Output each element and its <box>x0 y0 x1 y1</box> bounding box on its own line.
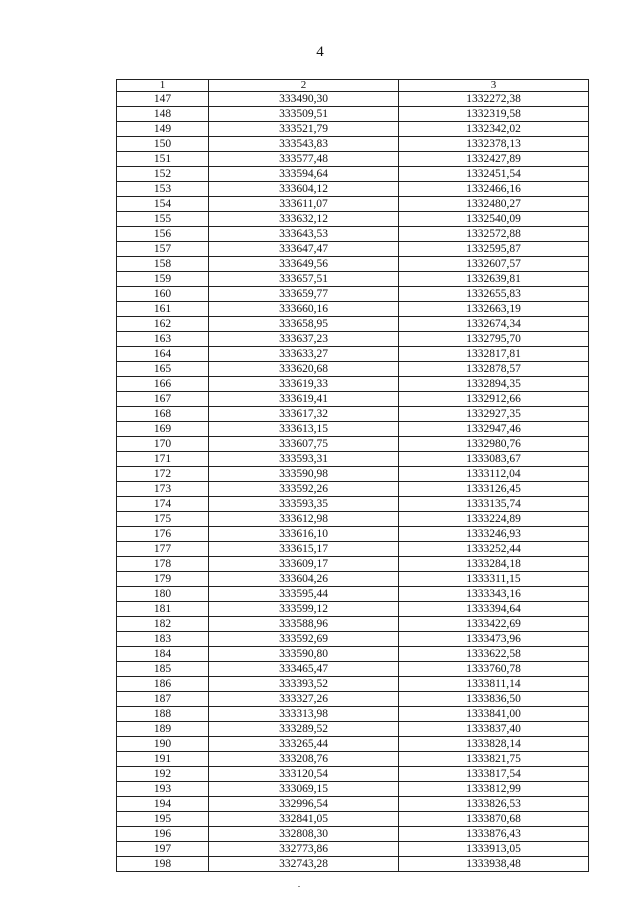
y-coordinate-cell: 1333622,58 <box>399 647 589 662</box>
table-row <box>117 437 589 452</box>
y-coordinate-cell: 1332795,70 <box>399 332 589 347</box>
y-coordinate-cell: 1333812,99 <box>399 782 589 797</box>
point-number-cell: 174 <box>117 497 209 512</box>
point-number-cell: 176 <box>117 527 209 542</box>
x-coordinate-cell: 333208,76 <box>209 752 399 767</box>
x-coordinate-cell: 333633,27 <box>209 347 399 362</box>
point-number-cell: 161 <box>117 302 209 317</box>
y-coordinate-cell: 1333938,48 <box>399 857 589 872</box>
y-coordinate-cell: 1333913,05 <box>399 842 589 857</box>
table-row <box>117 572 589 587</box>
point-number-cell: 149 <box>117 122 209 137</box>
point-number-cell: 154 <box>117 197 209 212</box>
column-header-x: 2 <box>209 80 399 92</box>
x-coordinate-cell: 333604,12 <box>209 182 399 197</box>
x-coordinate-cell: 333647,47 <box>209 242 399 257</box>
table-row <box>117 767 589 782</box>
y-coordinate-cell: 1333126,45 <box>399 482 589 497</box>
table-row <box>117 362 589 377</box>
table-body <box>117 92 589 872</box>
x-coordinate-cell: 333327,26 <box>209 692 399 707</box>
x-coordinate-cell: 333619,41 <box>209 392 399 407</box>
y-coordinate-cell: 1333343,16 <box>399 587 589 602</box>
x-coordinate-cell: 333649,56 <box>209 257 399 272</box>
y-coordinate-cell: 1333836,50 <box>399 692 589 707</box>
x-coordinate-cell: 333658,95 <box>209 317 399 332</box>
table-row <box>117 662 589 677</box>
y-coordinate-cell: 1332894,35 <box>399 377 589 392</box>
y-coordinate-cell: 1332663,19 <box>399 302 589 317</box>
table-row <box>117 452 589 467</box>
y-coordinate-cell: 1333311,15 <box>399 572 589 587</box>
x-coordinate-cell: 333265,44 <box>209 737 399 752</box>
point-number-cell: 198 <box>117 857 209 872</box>
table-row <box>117 377 589 392</box>
table-row <box>117 287 589 302</box>
table-row <box>117 677 589 692</box>
y-coordinate-cell: 1332540,09 <box>399 212 589 227</box>
y-coordinate-cell: 1333252,44 <box>399 542 589 557</box>
point-number-cell: 158 <box>117 257 209 272</box>
x-coordinate-cell: 333620,68 <box>209 362 399 377</box>
point-number-cell: 173 <box>117 482 209 497</box>
table-row <box>117 272 589 287</box>
point-number-cell: 184 <box>117 647 209 662</box>
y-coordinate-cell: 1333811,14 <box>399 677 589 692</box>
x-coordinate-cell: 333604,26 <box>209 572 399 587</box>
table-row <box>117 722 589 737</box>
table-row <box>117 182 589 197</box>
point-number-cell: 160 <box>117 287 209 302</box>
y-coordinate-cell: 1333817,54 <box>399 767 589 782</box>
table-row <box>117 257 589 272</box>
point-number-cell: 170 <box>117 437 209 452</box>
y-coordinate-cell: 1332466,16 <box>399 182 589 197</box>
point-number-cell: 195 <box>117 812 209 827</box>
table-row <box>117 587 589 602</box>
table-row <box>117 512 589 527</box>
table-row <box>117 152 589 167</box>
table-row <box>117 107 589 122</box>
point-number-cell: 182 <box>117 617 209 632</box>
x-coordinate-cell: 333632,12 <box>209 212 399 227</box>
table-row <box>117 707 589 722</box>
table-row <box>117 557 589 572</box>
y-coordinate-cell: 1332878,57 <box>399 362 589 377</box>
x-coordinate-cell: 332841,05 <box>209 812 399 827</box>
point-number-cell: 191 <box>117 752 209 767</box>
coordinates-table <box>116 79 589 872</box>
table-row <box>117 92 589 107</box>
table-row <box>117 542 589 557</box>
x-coordinate-cell: 332808,30 <box>209 827 399 842</box>
x-coordinate-cell: 333509,51 <box>209 107 399 122</box>
x-coordinate-cell: 333120,54 <box>209 767 399 782</box>
y-coordinate-cell: 1332272,38 <box>399 92 589 107</box>
y-coordinate-cell: 1333841,00 <box>399 707 589 722</box>
table-row <box>117 737 589 752</box>
scan-speck <box>298 886 300 887</box>
column-header-y: 3 <box>399 80 589 92</box>
table-row <box>117 857 589 872</box>
x-coordinate-cell: 332773,86 <box>209 842 399 857</box>
x-coordinate-cell: 333659,77 <box>209 287 399 302</box>
x-coordinate-cell: 333465,47 <box>209 662 399 677</box>
point-number-cell: 188 <box>117 707 209 722</box>
point-number-cell: 171 <box>117 452 209 467</box>
table-row <box>117 242 589 257</box>
y-coordinate-cell: 1333828,14 <box>399 737 589 752</box>
table-row <box>117 797 589 812</box>
x-coordinate-cell: 333577,48 <box>209 152 399 167</box>
point-number-cell: 166 <box>117 377 209 392</box>
table-row <box>117 167 589 182</box>
x-coordinate-cell: 333521,79 <box>209 122 399 137</box>
y-coordinate-cell: 1332817,81 <box>399 347 589 362</box>
y-coordinate-cell: 1332480,27 <box>399 197 589 212</box>
point-number-cell: 172 <box>117 467 209 482</box>
x-coordinate-cell: 333490,30 <box>209 92 399 107</box>
table-row <box>117 137 589 152</box>
page-number: 4 <box>316 44 324 60</box>
point-number-cell: 159 <box>117 272 209 287</box>
point-number-cell: 190 <box>117 737 209 752</box>
point-number-cell: 192 <box>117 767 209 782</box>
y-coordinate-cell: 1333876,43 <box>399 827 589 842</box>
y-coordinate-cell: 1332595,87 <box>399 242 589 257</box>
table-row <box>117 812 589 827</box>
x-coordinate-cell: 333599,12 <box>209 602 399 617</box>
point-number-cell: 148 <box>117 107 209 122</box>
table-header <box>117 80 589 92</box>
x-coordinate-cell: 332743,28 <box>209 857 399 872</box>
table-row <box>117 347 589 362</box>
table-row <box>117 632 589 647</box>
table-row <box>117 317 589 332</box>
y-coordinate-cell: 1332427,89 <box>399 152 589 167</box>
x-coordinate-cell: 333313,98 <box>209 707 399 722</box>
table-row <box>117 122 589 137</box>
point-number-cell: 162 <box>117 317 209 332</box>
point-number-cell: 186 <box>117 677 209 692</box>
x-coordinate-cell: 333660,16 <box>209 302 399 317</box>
y-coordinate-cell: 1332912,66 <box>399 392 589 407</box>
x-coordinate-cell: 333590,98 <box>209 467 399 482</box>
x-coordinate-cell: 333069,15 <box>209 782 399 797</box>
point-number-cell: 163 <box>117 332 209 347</box>
x-coordinate-cell: 333594,64 <box>209 167 399 182</box>
y-coordinate-cell: 1333284,18 <box>399 557 589 572</box>
point-number-cell: 183 <box>117 632 209 647</box>
table-row <box>117 617 589 632</box>
y-coordinate-cell: 1333224,89 <box>399 512 589 527</box>
table-row <box>117 692 589 707</box>
table-row <box>117 602 589 617</box>
y-coordinate-cell: 1333821,75 <box>399 752 589 767</box>
point-number-cell: 169 <box>117 422 209 437</box>
y-coordinate-cell: 1332674,34 <box>399 317 589 332</box>
x-coordinate-cell: 333593,35 <box>209 497 399 512</box>
y-coordinate-cell: 1332927,35 <box>399 407 589 422</box>
x-coordinate-cell: 333593,31 <box>209 452 399 467</box>
table-row <box>117 467 589 482</box>
table-row <box>117 527 589 542</box>
x-coordinate-cell: 333289,52 <box>209 722 399 737</box>
table-row <box>117 227 589 242</box>
point-number-cell: 167 <box>117 392 209 407</box>
table-row <box>117 332 589 347</box>
x-coordinate-cell: 333619,33 <box>209 377 399 392</box>
table-row <box>117 827 589 842</box>
point-number-cell: 194 <box>117 797 209 812</box>
y-coordinate-cell: 1333473,96 <box>399 632 589 647</box>
point-number-cell: 179 <box>117 572 209 587</box>
y-coordinate-cell: 1333083,67 <box>399 452 589 467</box>
point-number-cell: 189 <box>117 722 209 737</box>
y-coordinate-cell: 1333422,69 <box>399 617 589 632</box>
y-coordinate-cell: 1333837,40 <box>399 722 589 737</box>
y-coordinate-cell: 1332655,83 <box>399 287 589 302</box>
x-coordinate-cell: 333611,07 <box>209 197 399 212</box>
point-number-cell: 157 <box>117 242 209 257</box>
table-row <box>117 782 589 797</box>
y-coordinate-cell: 1332451,54 <box>399 167 589 182</box>
point-number-cell: 151 <box>117 152 209 167</box>
y-coordinate-cell: 1332319,58 <box>399 107 589 122</box>
x-coordinate-cell: 333617,32 <box>209 407 399 422</box>
table-row <box>117 422 589 437</box>
header-row <box>117 80 589 92</box>
x-coordinate-cell: 333393,52 <box>209 677 399 692</box>
table-row <box>117 482 589 497</box>
y-coordinate-cell: 1332378,13 <box>399 137 589 152</box>
x-coordinate-cell: 333592,26 <box>209 482 399 497</box>
x-coordinate-cell: 333588,96 <box>209 617 399 632</box>
table-row <box>117 752 589 767</box>
point-number-cell: 196 <box>117 827 209 842</box>
y-coordinate-cell: 1332980,76 <box>399 437 589 452</box>
point-number-cell: 155 <box>117 212 209 227</box>
table-row <box>117 842 589 857</box>
x-coordinate-cell: 333657,51 <box>209 272 399 287</box>
point-number-cell: 168 <box>117 407 209 422</box>
point-number-cell: 175 <box>117 512 209 527</box>
y-coordinate-cell: 1332639,81 <box>399 272 589 287</box>
y-coordinate-cell: 1333826,53 <box>399 797 589 812</box>
point-number-cell: 164 <box>117 347 209 362</box>
x-coordinate-cell: 333643,53 <box>209 227 399 242</box>
table-row <box>117 497 589 512</box>
y-coordinate-cell: 1332342,02 <box>399 122 589 137</box>
x-coordinate-cell: 333637,23 <box>209 332 399 347</box>
y-coordinate-cell: 1333135,74 <box>399 497 589 512</box>
point-number-cell: 147 <box>117 92 209 107</box>
table-row <box>117 392 589 407</box>
x-coordinate-cell: 333607,75 <box>209 437 399 452</box>
point-number-cell: 193 <box>117 782 209 797</box>
x-coordinate-cell: 333592,69 <box>209 632 399 647</box>
x-coordinate-cell: 333616,10 <box>209 527 399 542</box>
table-row <box>117 212 589 227</box>
table-row <box>117 197 589 212</box>
y-coordinate-cell: 1333112,04 <box>399 467 589 482</box>
table-row <box>117 302 589 317</box>
point-number-cell: 152 <box>117 167 209 182</box>
x-coordinate-cell: 333590,80 <box>209 647 399 662</box>
point-number-cell: 181 <box>117 602 209 617</box>
point-number-cell: 180 <box>117 587 209 602</box>
y-coordinate-cell: 1333394,64 <box>399 602 589 617</box>
x-coordinate-cell: 333543,83 <box>209 137 399 152</box>
x-coordinate-cell: 333609,17 <box>209 557 399 572</box>
table-row <box>117 407 589 422</box>
y-coordinate-cell: 1332947,46 <box>399 422 589 437</box>
y-coordinate-cell: 1332572,88 <box>399 227 589 242</box>
point-number-cell: 187 <box>117 692 209 707</box>
x-coordinate-cell: 333613,15 <box>209 422 399 437</box>
x-coordinate-cell: 333612,98 <box>209 512 399 527</box>
y-coordinate-cell: 1332607,57 <box>399 257 589 272</box>
table-row <box>117 647 589 662</box>
point-number-cell: 153 <box>117 182 209 197</box>
point-number-cell: 197 <box>117 842 209 857</box>
x-coordinate-cell: 332996,54 <box>209 797 399 812</box>
y-coordinate-cell: 1333870,68 <box>399 812 589 827</box>
x-coordinate-cell: 333595,44 <box>209 587 399 602</box>
x-coordinate-cell: 333615,17 <box>209 542 399 557</box>
point-number-cell: 165 <box>117 362 209 377</box>
y-coordinate-cell: 1333760,78 <box>399 662 589 677</box>
point-number-cell: 185 <box>117 662 209 677</box>
point-number-cell: 156 <box>117 227 209 242</box>
point-number-cell: 178 <box>117 557 209 572</box>
column-header-point-number: 1 <box>117 80 209 92</box>
y-coordinate-cell: 1333246,93 <box>399 527 589 542</box>
point-number-cell: 177 <box>117 542 209 557</box>
point-number-cell: 150 <box>117 137 209 152</box>
